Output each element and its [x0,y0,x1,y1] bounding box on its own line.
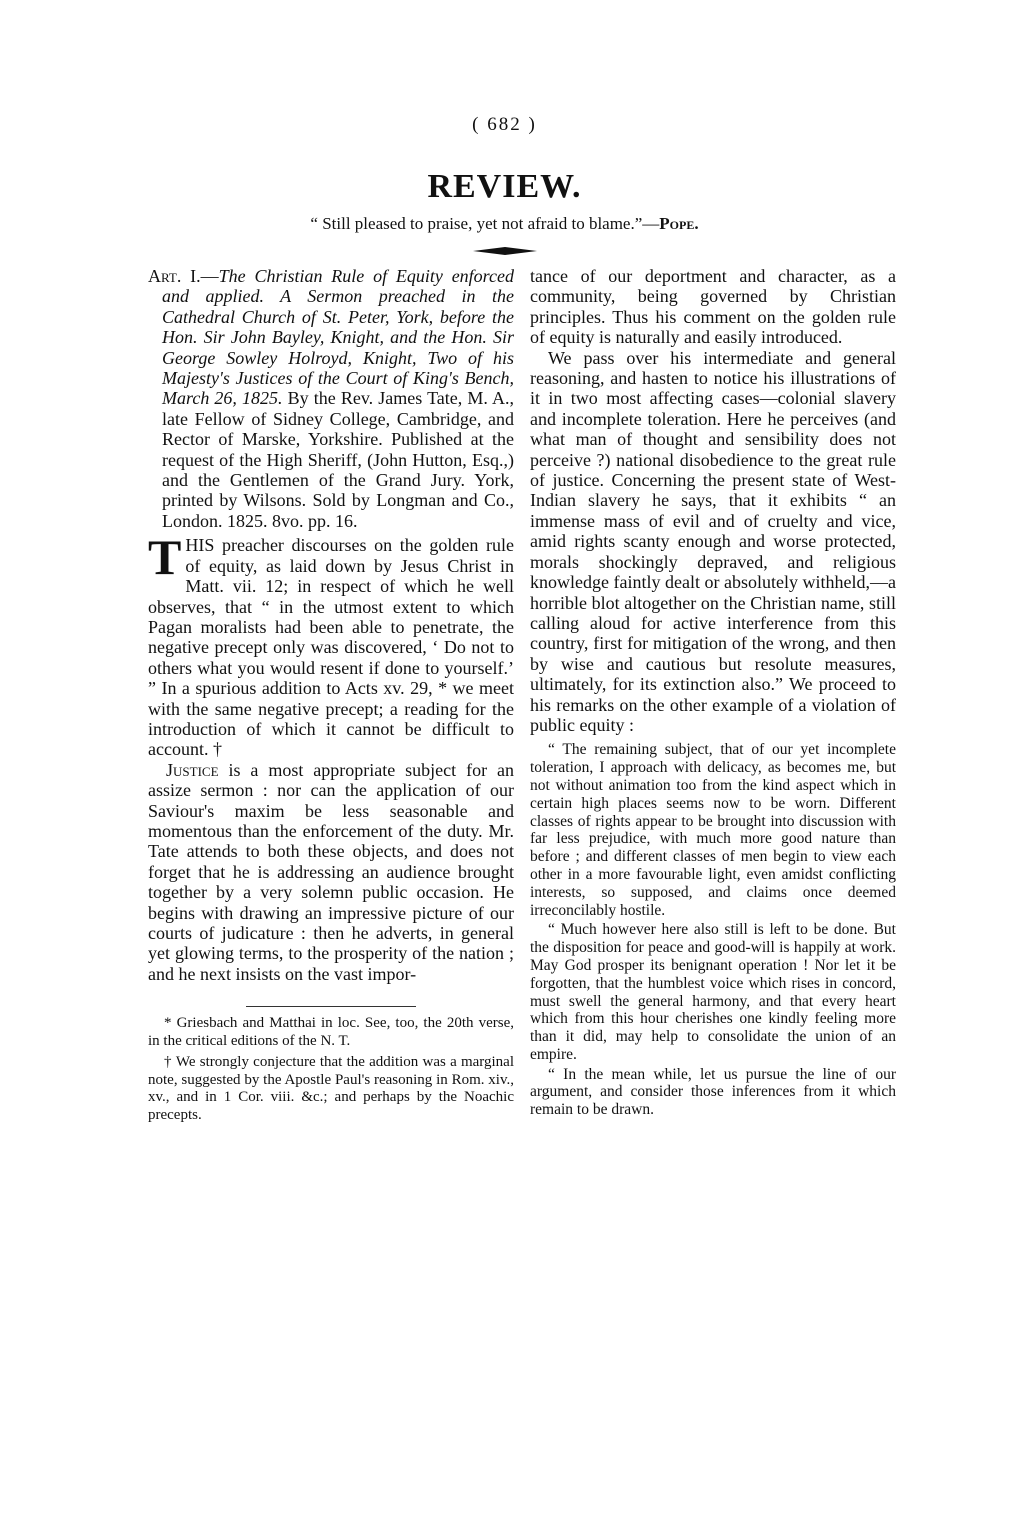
drop-cap: T [148,529,182,586]
block-quote-2: “ Much however here also still is left to be done. But the disposition for peace and good-will is happily at work. May God prosper its benignant operation ! Nor let it be forgotten, that the humblest voice which rises in concord, must swell the general harmony, and that every heart which from this hour cherishes one kindly feeling more than it did, may help to consolidate the union of an empire. [530,921,896,1063]
left-column [148,266,514,1128]
epigraph-text: “ Still pleased to praise, yet not afraid to blame.”— [310,214,660,233]
footnote-divider [246,1006,416,1007]
article-title: The Christian Rule of Equity enforced and applied. A Sermon preached in the Cathedral Church of St. Peter, York, before the Hon. Sir John Bayley, Knight, and the Hon. Sir George Sowley Holroyd, Knight, Two of his Majesty's Justices of the Court of King's Bench, March 26, 1825. [162,266,514,409]
paragraph-2 [148,760,514,984]
paragraph-1-text: HIS preacher discourses on the golden rule of equity, as laid down by Jesus Christ in Matt. vii. 12; in respect of which he well observes, that “ in the utmost extent to which Pagan moralists had been able to penetrate, the negative precept only was discovered, ‘ Do not to others what you would resent if done to yourself.’ ” In a spurious addition to Acts xv. 29, * we meet with the same negative precept; a reading for the introduction of which it cannot be difficult to account. † [148,535,514,760]
paragraph-4: We pass over his intermediate and general reasoning, and hasten to notice his illustrations of it in two most affecting cases—colonial slavery and incomplete toleration. Here he perceives (and what man of thought and sensibility does not perceive ?) national disobedience to the great rule of justice. Concerning the present state of West-Indian slavery he says, that it exhibits “ an immense mass of evil and of cruelty and vice, amid rights scanty enough and worse protected, morals shockingly depraved, and religious knowledge faintly dealt or absolutely withheld,—a horrible blot altogether on the Christian name, still calling aloud for active interference from this country, first for mitigation of the wrong, and then by wise and cautious but resolute measures, ultimately, for its extinction also.” We proceed to his remarks on the other example of a violation of public equity : [530,347,896,735]
paragraph-2-text: is a most appropriate subject for an assize sermon : nor can the application of our Saviour's maxim be less seasonable and momentous than the enforcement of the duty. Mr. Tate attends to both these objects, and does not forget that he is addressing an audience brought together by a very solemn public occasion. He begins with drawing an impressive picture of our courts of judicature : then he adverts, in general yet glowing terms, to the prosperity of the nation ; and he next insists on the vast impor- [148,759,514,984]
footnote-2: † We strongly conjecture that the addition was a marginal note, suggested by the Apostle Paul's reasoning in Rom. xiv., xv., and in 1 Cor. viii. &c.; and perhaps by the Noachic precepts. [148,1054,514,1123]
article-label: Art. I.— [148,266,219,286]
article-entry [148,266,514,531]
epigraph-author: Pope. [659,214,699,233]
page-number: ( 682 ) [472,114,537,135]
paragraph-1 [148,529,514,760]
right-column [530,266,896,1119]
ornament-divider-icon [473,244,537,258]
block-quote-1: “ The remaining subject, that of our yet incomplete toleration, I approach with delicacy, as becomes me, but not without animation too from the kind aspect which in certain high places seems now to be worn. Different classes of rights appear to be brought into discussion with far less prejudice, with much more good nature than before ; and different classes of men begin to view each other in a more favourable light, even amidst conflicting interests, so supposed, and claims once deemed irreconcilably hostile. [530,741,896,919]
footnote-1: * Griesbach and Matthai in loc. See, too, the 20th verse, in the critical editions of the N. T. [148,1015,514,1049]
block-quote-3: “ In the mean while, let us pursue the line of our argument, and consider those inferences from it which remain to be drawn. [530,1065,896,1119]
paragraph-2-lead: Justice [166,759,219,780]
paragraph-3: tance of our deportment and character, as a community, being governed by Christian principles. Thus his comment on the golden rule of equity is naturally and easily introduced. [530,266,896,348]
epigraph [0,214,1009,234]
article-details: By the Rev. James Tate, M. A., late Fellow of Sidney College, Cambridge, and Rector of Marske, Yorkshire. Published at the request of the High Sheriff, (John Hutton, Esq.,) and the Gentlemen of the Grand Jury. York, printed by Wilsons. Sold by Longman and Co., London. 1825. 8vo. pp. 16. [162,388,515,531]
section-heading: REVIEW. [427,168,582,205]
